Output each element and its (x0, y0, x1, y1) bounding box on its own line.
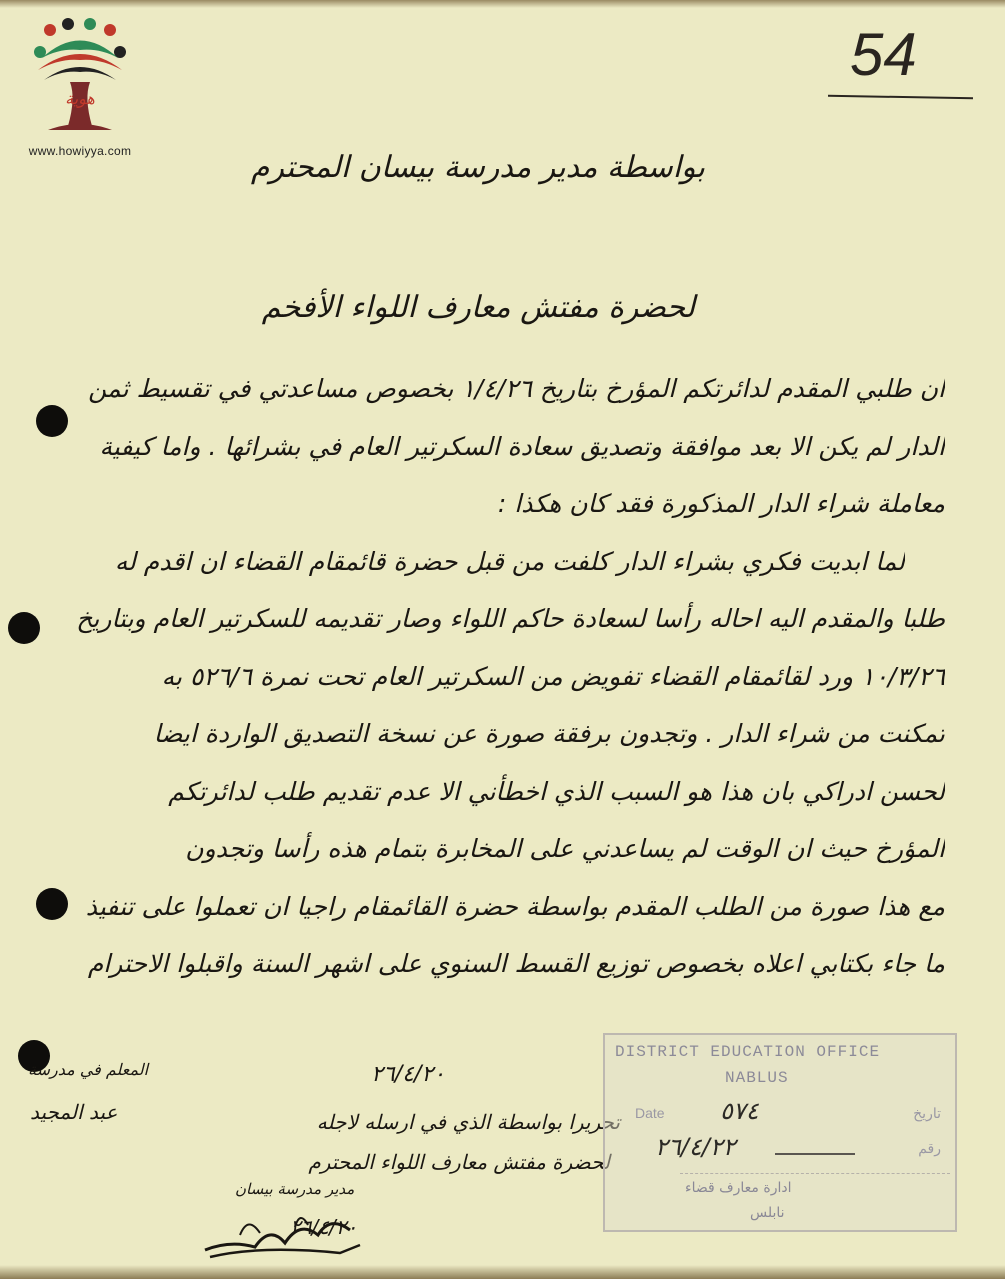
stamp-date-label: Date (635, 1105, 665, 1121)
stamp-dash (775, 1153, 855, 1155)
punch-hole (36, 405, 68, 437)
letter-date: ٢٦/٤/٢٠ (371, 1062, 445, 1087)
stamp-registration-number: ٥٧٤ (720, 1097, 759, 1125)
stamp-number-label: تاريخ (913, 1105, 941, 1121)
scan-top-edge (0, 0, 1005, 8)
body-line: طلبا والمقدم اليه احاله رأسا لسعادة حاكم اللواء وصار تقديمه للسكرتير العام وبتاريخ (76, 604, 945, 633)
bottom-note: مدير مدرسة بيسان (235, 1180, 355, 1198)
page-number: 54 (850, 21, 917, 88)
stamp-city-arabic: نابلس (750, 1205, 785, 1221)
stamp-office-name: DISTRICT EDUCATION OFFICE (615, 1043, 881, 1061)
body-line: لحسن ادراكي بان هذا هو السبب الذي اخطأني الا عدم تقديم طلب لدائرتكم (168, 776, 945, 806)
body-line: مع هذا صورة من الطلب المقدم بواسطة حضرة القائمقام راجيا ان تعملوا على تنفيذ (85, 891, 945, 921)
stamp-department-arabic: ادارة معارف قضاء (685, 1180, 792, 1196)
body-line: المؤرخ حيث ان الوقت لم يساعدني على المخابرة بتمام هذه رأسا وتجدون (185, 834, 945, 863)
stamp-received-date: ٢٦/٤/٢٢ (655, 1133, 736, 1161)
left-margin-note-1: المعلم في مدرسة (28, 1060, 149, 1079)
logo-caption[interactable]: www.howiyya.com (28, 144, 132, 158)
body-line: لما ابديت فكري بشراء الدار كلفت من قبل حضرة قائمقام القضاء ان اقدم له (114, 546, 905, 576)
letter-via-line: بواسطة مدير مدرسة بيسان المحترم (250, 150, 705, 185)
bottom-date: ٢٦/٤/٢٠ (290, 1215, 358, 1239)
signature-line-2: لحضرة مفتش معارف اللواء المحترم (308, 1150, 610, 1174)
body-line: ما جاء بكتابي اعلاه بخصوص توزيع القسط السنوي على اشهر السنة واقبلوا الاحترام (87, 949, 945, 978)
body-line: تمكنت من شراء الدار . وتجدون برفقة صورة عن نسخة التصديق الواردة ايضا (153, 719, 945, 748)
body-line: الدار لم يكن الا بعد موافقة وتصديق سعادة السكرتير العام في بشرائها . واما كيفية (99, 431, 945, 461)
letter-recipient-line: لحضرة مفتش معارف اللواء الأفخم (261, 290, 695, 325)
punch-hole (36, 888, 68, 920)
stamp-city-name: NABLUS (725, 1069, 789, 1087)
howiyya-logo (10, 18, 150, 168)
signature-line-1: تحريرا بواسطة الذي في ارسله لاجله (316, 1110, 620, 1134)
letter-body (45, 360, 945, 993)
scan-bottom-edge (0, 1265, 1005, 1279)
stamp-separator (680, 1173, 950, 1175)
district-education-office-stamp (603, 1033, 957, 1232)
body-line: معاملة شراء الدار المذكورة فقد كان هكذا : (497, 489, 945, 518)
left-margin-note-2: عبد المجيد (30, 1100, 118, 1124)
body-line: ان طلبي المقدم لدائرتكم المؤرخ بتاريخ ١/٤/٢٦ بخصوص مساعدتي في تقسيط ثمن (88, 374, 945, 403)
handwritten-signature (200, 1205, 370, 1265)
body-line: ١٠/٣/٢٦ ورد لقائمقام القضاء تفويض من السكرتير العام تحت نمرة ٥٢٦/٦ به (161, 661, 945, 691)
punch-hole (8, 612, 40, 644)
svg-text:هوية: هوية (65, 89, 95, 108)
page-number-underline (828, 95, 973, 100)
tree-logo-icon (30, 18, 130, 138)
stamp-no-label: رقم (918, 1140, 941, 1156)
